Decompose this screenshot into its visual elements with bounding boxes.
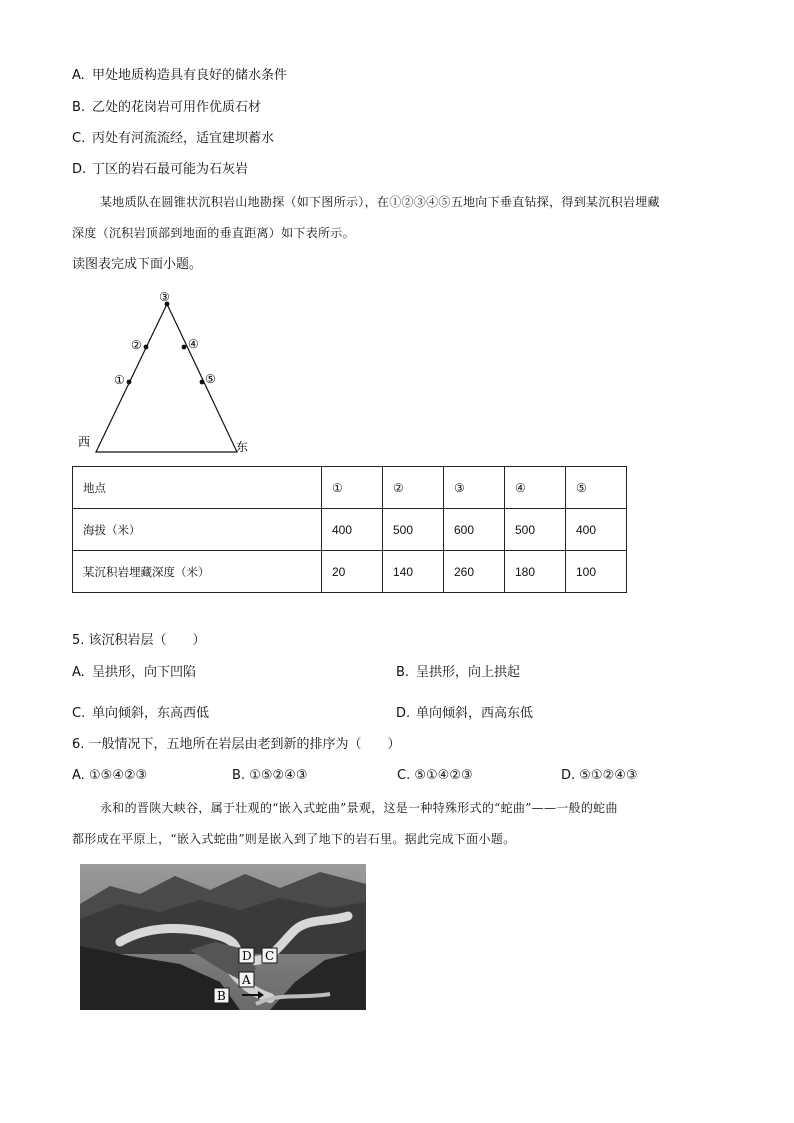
intro-line-2: 深度（沉积岩顶部到地面的垂直距离）如下表所示。 — [72, 226, 355, 240]
label-text: B — [217, 989, 226, 1003]
intro-line-3: 读图表完成下面小题。 — [72, 257, 203, 272]
prev-option-a — [72, 67, 287, 85]
option-text: 甲处地质构造具有良好的储水条件 — [92, 68, 288, 83]
table-row — [73, 551, 627, 593]
option-text: 丁区的岩石最可能为石灰岩 — [92, 162, 249, 177]
intro2-line-2: 都形成在平原上，“嵌入式蛇曲”则是嵌入到了地下的岩石里。据此完成下面小题。 — [72, 832, 516, 846]
canyon-meander-photo — [80, 864, 366, 1010]
table-cell: 500 — [505, 509, 566, 551]
option-letter: C. — [72, 706, 86, 721]
option-letter: D. — [396, 706, 411, 721]
table-header-cell: ② — [383, 467, 444, 509]
mountain-cross-section-diagram — [70, 286, 270, 458]
point-4-marker — [182, 345, 187, 350]
option-text: 单向倾斜，西高东低 — [416, 706, 534, 721]
option-text: ①⑤②④③ — [249, 768, 308, 783]
prev-option-c — [72, 130, 274, 148]
q5-stem: 5. 该沉积岩层（ ） — [72, 633, 206, 648]
intro-line-1: 某地质队在圆锥状沉积岩山地勘探（如下图所示），在①②③④⑤五地向下垂直钻探，得到某沉积岩埋藏 — [100, 195, 660, 209]
label-text: D — [242, 949, 252, 963]
prev-option-b — [72, 99, 261, 117]
option-letter: A. — [72, 665, 85, 680]
option-letter: B. — [232, 768, 246, 783]
option-text: ①⑤④②③ — [88, 768, 148, 783]
table-header-cell: ⑤ — [566, 467, 627, 509]
photo-label-b — [214, 988, 229, 1003]
table-header-cell: ③ — [444, 467, 505, 509]
q6-option-b[interactable] — [232, 767, 307, 785]
photo-label-d — [239, 948, 254, 963]
option-letter: B. — [396, 665, 410, 680]
table-cell: 500 — [383, 509, 444, 551]
table-row-label: 海拔（米） — [73, 509, 322, 551]
table-cell: 100 — [566, 551, 627, 593]
option-letter: B. — [72, 100, 86, 115]
option-text: 单向倾斜，东高西低 — [92, 706, 210, 721]
option-text: 乙处的花岗岩可用作优质石材 — [92, 100, 262, 115]
option-text: ⑤①②④③ — [579, 768, 638, 783]
option-letter: A. — [72, 768, 85, 783]
photo-label-c — [262, 948, 277, 963]
option-text: 呈拱形，向下凹陷 — [92, 665, 197, 680]
q5-option-c[interactable] — [72, 705, 209, 723]
table-row — [73, 509, 627, 551]
point-2-marker — [144, 345, 149, 350]
prev-option-d — [72, 161, 248, 179]
option-letter: D. — [561, 768, 576, 783]
west-label: 西 — [78, 435, 91, 449]
east-label: 东 — [236, 440, 249, 454]
option-text: 呈拱形，向上拱起 — [416, 665, 521, 680]
table-row-label: 某沉积岩埋藏深度（米） — [73, 551, 322, 593]
table-header-cell: 地点 — [73, 467, 322, 509]
option-text: ⑤①④②③ — [414, 768, 473, 783]
photo-label-a — [239, 972, 254, 987]
table-header-cell: ④ — [505, 467, 566, 509]
option-letter: D. — [72, 162, 87, 177]
point-2-label: ② — [131, 338, 142, 352]
point-4-label: ④ — [188, 337, 199, 351]
q6-option-a[interactable] — [72, 767, 147, 785]
table-cell: 180 — [505, 551, 566, 593]
q6-option-c[interactable] — [397, 767, 473, 785]
point-5-marker — [200, 380, 205, 385]
q5-option-d[interactable] — [396, 705, 533, 723]
table-cell: 400 — [566, 509, 627, 551]
label-text: C — [265, 949, 275, 963]
option-letter: C. — [72, 131, 86, 146]
q5-option-b[interactable] — [396, 664, 520, 682]
table-cell: 140 — [383, 551, 444, 593]
label-text: A — [242, 973, 251, 987]
table-header-row — [73, 467, 627, 509]
table-cell: 260 — [444, 551, 505, 593]
intro2-line-1: 永和的晋陕大峡谷，属于壮观的“嵌入式蛇曲”景观，这是一种特殊形式的“蛇曲”——一般的蛇曲 — [100, 801, 618, 815]
table-header-cell: ① — [322, 467, 383, 509]
q6-stem: 6. 一般情况下，五地所在岩层由老到新的排序为（ ） — [72, 737, 401, 752]
option-text: 丙处有河流流经，适宜建坝蓄水 — [92, 131, 275, 146]
elevation-depth-table — [72, 466, 627, 593]
option-letter: A. — [72, 68, 85, 83]
point-3-label: ③ — [159, 290, 170, 304]
table-cell: 400 — [322, 509, 383, 551]
point-1-label: ① — [114, 373, 125, 387]
table-cell: 20 — [322, 551, 383, 593]
point-1-marker — [127, 380, 132, 385]
q6-option-d[interactable] — [561, 767, 638, 785]
point-5-label: ⑤ — [205, 372, 216, 386]
q5-option-a[interactable] — [72, 664, 196, 682]
table-cell: 600 — [444, 509, 505, 551]
option-letter: C. — [397, 768, 411, 783]
